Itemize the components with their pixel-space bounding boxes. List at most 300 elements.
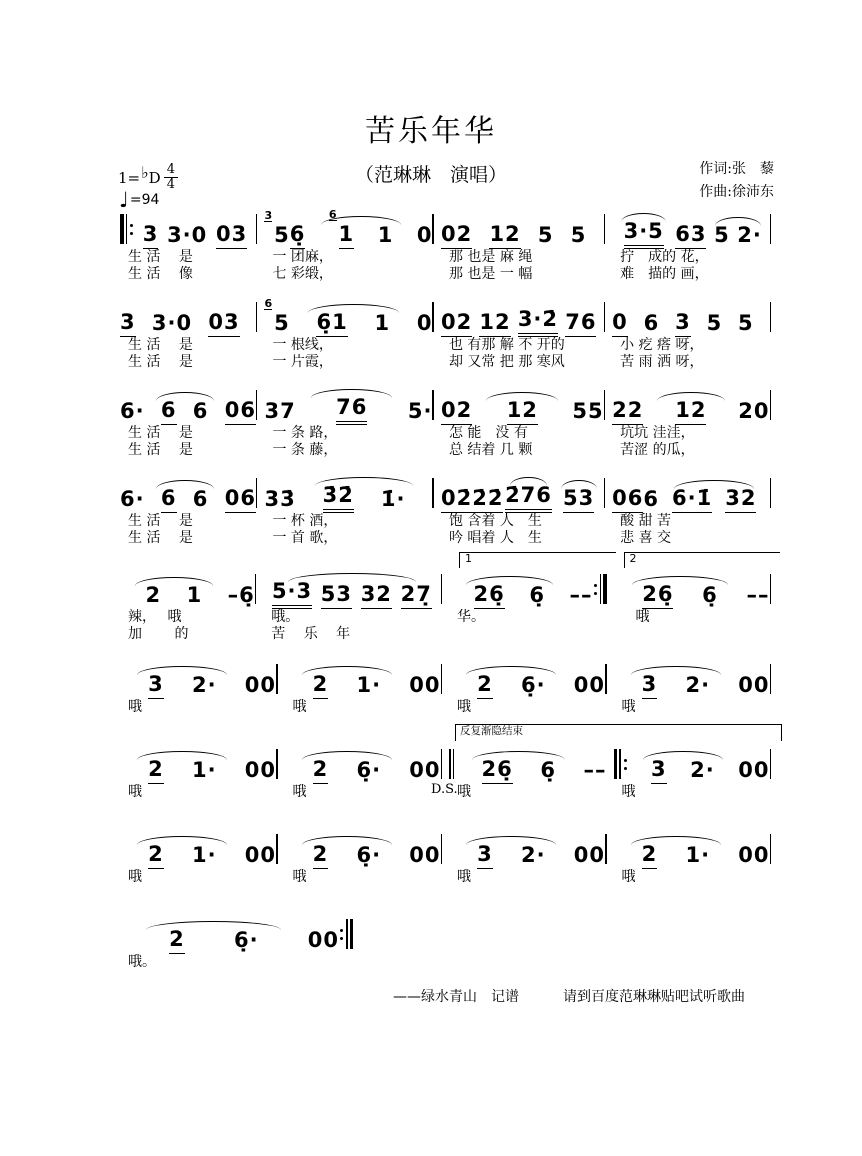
composer-credit: 作曲:徐沛东: [699, 184, 774, 201]
notes-row: [447, 827, 612, 869]
lyric-line-2: 一 首 歌，: [272, 530, 338, 546]
notes-row: [439, 471, 610, 513]
slur-group: [643, 400, 738, 425]
note-value: 2: [148, 759, 164, 784]
barline: [256, 302, 258, 332]
note-token: [754, 401, 770, 425]
bar-thin: [600, 574, 602, 604]
repeat-dots: [594, 584, 597, 595]
note-token: [672, 488, 712, 513]
note-token: [313, 674, 329, 699]
bar-thin: [346, 919, 348, 949]
note-value: 2·: [690, 758, 715, 782]
note-token: [192, 845, 217, 869]
lyric-line-1: 生 活 是: [128, 425, 193, 441]
note-value: 6·: [120, 487, 145, 511]
note-value: –: [227, 583, 240, 607]
barline: [441, 664, 443, 694]
barline: [604, 214, 606, 244]
listen-note: 请到百度范琳琳贴吧试听歌曲: [563, 989, 745, 1005]
barline: [441, 749, 443, 779]
lyric-line-1: 一 条 路，: [272, 425, 338, 441]
score-line: [118, 552, 776, 643]
lyric-line-2: 却 又常 把 那 寒风: [448, 354, 565, 370]
note-token: [642, 674, 658, 699]
measure: [118, 567, 261, 643]
note-value: 2: [642, 844, 658, 869]
note-token: [644, 313, 660, 337]
slur-group: [454, 759, 584, 784]
note-value: –: [569, 583, 581, 607]
key-prefix: 1=: [118, 168, 141, 187]
note-value: 0: [738, 673, 754, 697]
note-token: [651, 759, 667, 784]
note-token: [754, 760, 770, 784]
note-token: [245, 760, 261, 784]
bar-thin: [604, 214, 606, 244]
grace-note: 6: [264, 297, 273, 310]
measure: [118, 207, 262, 283]
note-value: 6̣: [702, 583, 718, 607]
note-token: [425, 845, 441, 869]
bar-thin: [770, 390, 772, 420]
slur-group: [120, 929, 308, 954]
note-token: [216, 224, 247, 249]
note-token: [489, 224, 520, 249]
note-value: 27̣: [401, 584, 432, 609]
notes-row: [610, 207, 776, 249]
slur-group: [449, 844, 574, 869]
barline: [256, 390, 258, 420]
lyric-line-1: 生 活 是: [128, 337, 193, 353]
note-token: [675, 400, 706, 425]
grace-note: 6: [328, 208, 337, 221]
note-value: 2̇2̇: [472, 488, 503, 513]
note-token: [148, 759, 164, 784]
notes-row: [612, 742, 777, 784]
note-value: 0: [753, 673, 770, 697]
note-token: [521, 845, 546, 869]
note-value: 6·: [120, 399, 145, 423]
note-value: 2: [313, 844, 329, 869]
bar-thin: [605, 834, 607, 864]
lyric-line-1: 辣， 哦: [128, 609, 182, 625]
note-token: [378, 225, 394, 249]
barline: [770, 214, 772, 244]
ds-mark: D.S.: [431, 782, 458, 797]
measure: [439, 295, 610, 371]
barline: [432, 390, 434, 420]
tempo-value: =94: [129, 192, 160, 208]
measure: [610, 471, 776, 547]
note-token: [280, 401, 296, 425]
note-token: [581, 585, 593, 609]
note-value: 0: [424, 843, 441, 867]
lyric-line-2: 一 条 藤，: [272, 442, 338, 458]
measure: [118, 295, 262, 371]
note-value: 6̣·: [233, 928, 259, 952]
note-token: [477, 844, 493, 869]
note-value: 5: [537, 223, 554, 247]
notes-row: [439, 207, 610, 249]
bar-thick: [120, 214, 124, 244]
bar-thick: [603, 574, 607, 604]
note-value: 2: [148, 844, 164, 869]
slur-group: [145, 400, 225, 425]
slur-group: [554, 488, 604, 513]
note-value: 02: [441, 312, 472, 337]
barline: [276, 749, 278, 779]
volta-bracket: 2: [624, 552, 781, 568]
slur-group: [296, 485, 433, 513]
note-token: [381, 489, 406, 513]
notes-row: [612, 827, 777, 869]
slur-group: [296, 397, 408, 425]
slur-group: [612, 221, 675, 249]
note-value: 1: [186, 583, 203, 607]
note-token: [234, 930, 259, 954]
bar-thin: [256, 390, 258, 420]
note-value: 26̣: [642, 584, 673, 609]
footer-note: [393, 986, 745, 1006]
note-token: [477, 674, 493, 699]
note-value: 53: [563, 488, 594, 513]
bar-thin: [276, 749, 278, 779]
note-value: 0: [612, 312, 628, 337]
note-token: [563, 488, 594, 513]
performer-line: （范琳琳 演唱）: [354, 164, 507, 186]
note-token: [571, 225, 587, 249]
note-value: 0: [753, 843, 770, 867]
note-value: 6·1̇: [672, 488, 712, 513]
lyric-line-2: 生 活 像: [128, 266, 193, 282]
note-token: [758, 585, 770, 609]
note-token: [225, 488, 256, 513]
measure: [283, 827, 448, 886]
meter-denominator: 4: [166, 177, 175, 193]
note-token: [441, 400, 472, 425]
score-line: [118, 827, 776, 886]
note-value: 3̇2̇: [323, 485, 354, 513]
note-value: 5: [274, 311, 290, 335]
note-value: 6: [643, 487, 660, 511]
note-token: [260, 760, 276, 784]
note-value: 3̇: [280, 487, 296, 511]
note-value: 2: [145, 583, 162, 607]
notes-row: [283, 827, 448, 869]
score-line: [118, 207, 776, 283]
note-value: 5: [706, 311, 723, 335]
bar-thin: [256, 478, 258, 508]
flat-sign-icon: ♭: [141, 163, 149, 183]
note-value: 0: [307, 928, 324, 952]
repeat-dot: [624, 759, 627, 762]
lyric-line-1: 哦: [292, 784, 307, 800]
barline: [614, 749, 628, 779]
note-token: [737, 225, 762, 249]
note-token: [589, 845, 605, 869]
measure: [118, 657, 283, 716]
note-token: [642, 584, 673, 609]
bar-thin: [441, 749, 443, 779]
note-token: [540, 760, 556, 784]
note-token: [260, 845, 276, 869]
measure: [118, 912, 358, 971]
notes-row: [610, 295, 776, 337]
note-value: 0: [416, 311, 433, 335]
notes-row: [439, 383, 610, 425]
note-value: 06: [225, 488, 256, 513]
note-token: [521, 675, 546, 699]
note-token: [208, 312, 239, 337]
lyric-line-1: 那 也是 麻 绳: [448, 249, 533, 265]
grace-note: 3: [264, 209, 273, 222]
barline: [604, 390, 606, 420]
lyric-line-1: 哦: [621, 699, 636, 715]
slur-group: [120, 844, 245, 869]
note-value: 1: [339, 224, 355, 249]
note-token: [738, 760, 754, 784]
note-token: [148, 674, 164, 699]
score: [118, 207, 776, 971]
bar-thick: [350, 919, 354, 949]
notes-row: [262, 471, 439, 513]
lyric-line-2: 苦 乐 年: [271, 626, 351, 642]
barline: [770, 390, 772, 420]
volta-bracket: 1: [459, 552, 616, 568]
note-value: 02̇: [441, 488, 472, 513]
note-token: [161, 488, 177, 513]
note-token: [143, 224, 159, 249]
note-token: [754, 845, 770, 869]
note-token: [441, 224, 472, 249]
note-token: [565, 312, 596, 337]
note-token: [574, 845, 590, 869]
note-value: 0: [753, 758, 770, 782]
notes-row: [118, 383, 262, 425]
measure: [439, 383, 610, 459]
lyric-line-2: 悲 喜 交: [620, 530, 672, 546]
lyric-line-1: 小 疙 瘩 呀，: [620, 337, 704, 353]
lyric-line-1: 哦: [128, 699, 142, 715]
note-token: [120, 401, 145, 425]
note-token: [417, 225, 433, 249]
note-value: 6̣·: [356, 843, 382, 867]
note-token: [707, 313, 723, 337]
notes-row: [118, 207, 262, 249]
note-token: [321, 584, 352, 609]
notes-row: [447, 567, 612, 609]
slur-group: [449, 674, 574, 699]
lyric-line-1: 哦。: [271, 609, 300, 625]
note-value: 1: [377, 223, 394, 247]
notes-row: [447, 657, 612, 699]
barline: [605, 664, 607, 694]
measure: [118, 383, 262, 459]
slur-group: [449, 584, 570, 609]
bar-thin: [432, 214, 434, 244]
notes-row: [118, 567, 261, 609]
bar-thin: [255, 574, 257, 604]
note-value: 12: [479, 312, 510, 337]
measure: [262, 295, 439, 371]
bar-thin: [770, 664, 772, 694]
note-token: [612, 400, 643, 425]
note-value: 12: [489, 224, 520, 249]
note-value: 0: [589, 673, 605, 697]
note-value: 76: [336, 397, 367, 425]
lyric-line-1: 一 根线，: [272, 337, 333, 353]
note-value: 32: [725, 488, 756, 513]
measure: [439, 207, 610, 283]
note-token: [120, 489, 145, 513]
lyric-line-1: 一 杯 酒，: [272, 513, 338, 529]
quarter-note-icon: ♩: [119, 188, 129, 212]
note-value: 2·: [520, 843, 546, 867]
note-value: 6̣1: [316, 312, 347, 337]
note-token: [264, 297, 290, 337]
note-value: 5: [738, 311, 754, 335]
note-value: 0: [573, 843, 590, 867]
lyric-line-1: 一 团麻，: [272, 249, 333, 265]
note-value: 63: [675, 224, 706, 249]
note-token: [425, 675, 441, 699]
measure: [447, 827, 612, 886]
bar-thin: [449, 749, 451, 779]
bar-thin: [770, 834, 772, 864]
bar-thin: [441, 574, 443, 604]
bar-thin: [770, 749, 772, 779]
note-token: [595, 760, 607, 784]
note-value: 03: [216, 224, 247, 249]
note-token: [642, 844, 658, 869]
note-value: 6: [161, 400, 177, 425]
note-token: [479, 312, 510, 337]
note-token: [323, 485, 354, 513]
note-value: 3: [651, 759, 667, 784]
lyric-line-1: 也 有那 解 不 开的: [448, 337, 565, 353]
bar-thin: [604, 390, 606, 420]
measure: [118, 471, 262, 547]
note-value: 0: [409, 758, 425, 782]
note-token: [169, 929, 185, 954]
barline: [432, 214, 434, 244]
note-value: –: [746, 583, 758, 607]
note-token: [505, 485, 552, 513]
slur-group: [628, 759, 739, 784]
note-token: [725, 488, 756, 513]
slur-group: [145, 488, 225, 513]
note-value: 3: [143, 224, 159, 249]
lyric-line-2: 那 也是 一 幅: [448, 266, 533, 282]
barline: [770, 302, 772, 332]
note-token: [356, 845, 381, 869]
measure: [612, 552, 777, 626]
repeat-dot: [130, 224, 133, 227]
slur-group: [120, 585, 228, 609]
lyric-line-2: 难 描的 画，: [620, 266, 709, 282]
note-token: [441, 312, 472, 337]
note-value: 0: [738, 758, 754, 782]
note-value: 0: [260, 758, 276, 782]
note-value: 1·: [191, 758, 217, 782]
note-token: [589, 675, 605, 699]
measure: [610, 295, 776, 371]
bar-thin: [432, 302, 434, 332]
notes-row: [262, 295, 439, 337]
note-token: [192, 675, 217, 699]
lyric-line-1: 哦。: [128, 954, 156, 970]
note-value: 0: [589, 843, 605, 867]
note-value: 06: [225, 400, 256, 425]
note-token: [408, 401, 433, 425]
note-value: 0: [260, 673, 276, 697]
notes-row: [118, 827, 283, 869]
lyric-line-1: 酸 甜 苦: [620, 513, 672, 529]
note-token: [685, 845, 710, 869]
note-value: 2: [477, 674, 493, 699]
lyric-line-1: 哦: [128, 869, 142, 885]
note-token: [518, 309, 558, 337]
note-token: [264, 401, 280, 425]
note-token: [507, 400, 538, 425]
song-title: 苦乐年华: [365, 114, 497, 149]
score-line: [118, 725, 776, 801]
note-value: 6: [643, 311, 660, 335]
bar-thin: [256, 214, 258, 244]
barline: [432, 478, 434, 508]
note-value: 0: [409, 843, 425, 867]
note-token: [714, 225, 730, 249]
note-token: [675, 224, 706, 249]
slur-group: [285, 759, 410, 784]
note-value: 7: [280, 399, 296, 423]
measure: [612, 827, 777, 886]
note-value: 5: [274, 223, 290, 247]
note-value: 3: [642, 674, 658, 699]
bar-thin: [276, 664, 278, 694]
note-token: [308, 930, 324, 954]
note-token: [280, 489, 296, 513]
measure: [439, 471, 610, 547]
barline: [604, 302, 606, 332]
lyric-line-1: 饱 含着 人 生: [448, 513, 542, 529]
score-line: [118, 657, 776, 716]
bar-thin: [441, 664, 443, 694]
note-token: [612, 312, 628, 337]
note-token: [441, 488, 472, 513]
bar-thick: [614, 749, 618, 779]
slur-group: [659, 488, 769, 513]
note-token: [167, 225, 207, 249]
bar-thin: [619, 749, 621, 779]
note-token: [572, 401, 588, 425]
note-value: 3: [675, 312, 691, 337]
lyric-line-1: 生 活 是: [128, 513, 193, 529]
lyric-line-1: 拧 成的 花，: [620, 249, 709, 265]
repeat-dot: [594, 584, 597, 587]
note-token: [313, 844, 329, 869]
lyric-line-1: 生 活 是: [128, 249, 193, 265]
notes-row: [439, 295, 610, 337]
barline: [770, 574, 772, 604]
note-token: [588, 401, 604, 425]
repeat-dots: [624, 759, 627, 770]
barline: [770, 834, 772, 864]
barline: [770, 749, 772, 779]
note-value: 6: [192, 487, 209, 511]
measure: [612, 657, 777, 716]
